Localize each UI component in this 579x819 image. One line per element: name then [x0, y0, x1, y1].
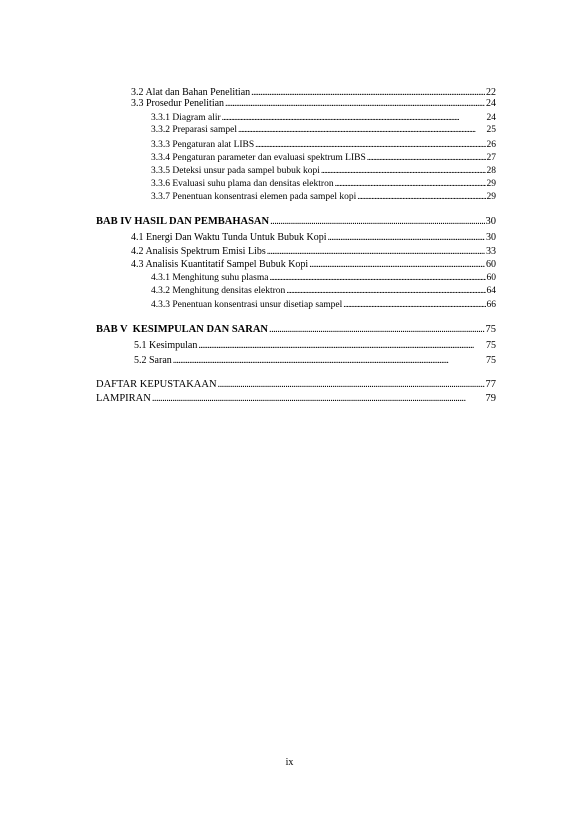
- toc-entry[interactable]: [151, 123, 496, 135]
- toc-entry-label: LAMPIRAN: [96, 392, 151, 404]
- toc-entry-page: 77: [485, 378, 496, 390]
- toc-entry-page: 24: [486, 112, 496, 123]
- toc-leader-dots: [267, 247, 485, 257]
- toc-entry-label: 5.2 Saran: [134, 355, 172, 366]
- toc-leader-dots: [269, 274, 485, 284]
- toc-entry-label: 4.2 Analisis Spektrum Emisi Libs: [131, 246, 266, 257]
- toc-entry-label: 4.3.2 Menghitung densitas elektron: [151, 285, 286, 296]
- toc-leader-dots: [255, 141, 485, 151]
- toc-entry-label: 3.3.5 Deteksi unsur pada sampel bubuk kopi: [151, 165, 320, 176]
- toc-chapter-entry[interactable]: [96, 214, 496, 227]
- toc-entry-page: 66: [486, 299, 496, 310]
- toc-leader-dots: [225, 99, 485, 109]
- toc-entry-label: 4.3.3 Penentuan konsentrasi unsur disetiap sampel: [151, 299, 343, 310]
- toc-entry-page: 75: [485, 323, 496, 335]
- toc-leader-dots: [152, 394, 485, 405]
- toc-entry-page: 33: [486, 246, 496, 257]
- toc-entry-label: 4.1 Energi Dan Waktu Tunda Untuk Bubuk Kopi: [131, 232, 327, 243]
- toc-chapter-label: BAB V KESIMPULAN DAN SARAN: [96, 323, 269, 335]
- toc-entry[interactable]: [151, 111, 496, 123]
- toc-entry-page: 29: [486, 178, 496, 189]
- toc-leader-dots: [328, 233, 486, 243]
- toc-entry-label: 3.3.6 Evaluasi suhu plama dan densitas elektron: [151, 178, 334, 189]
- toc-chapter-entry[interactable]: [96, 322, 496, 335]
- toc-entry-label: 5.1 Kesimpulan: [134, 340, 198, 351]
- toc-entry[interactable]: [131, 231, 496, 243]
- toc-entry[interactable]: [96, 377, 496, 390]
- toc-entry-label: 3.3.1 Diagram alir: [151, 112, 221, 123]
- toc-leader-dots: [309, 260, 485, 270]
- toc-entry-label: 3.2 Alat dan Bahan Penelitian: [131, 87, 251, 98]
- toc-leader-dots: [357, 193, 485, 203]
- toc-entry[interactable]: [131, 97, 496, 109]
- page-number: ix: [285, 757, 294, 768]
- toc-leader-dots: [218, 380, 485, 391]
- toc-entry-page: 79: [485, 392, 496, 404]
- toc-leader-dots: [335, 180, 486, 190]
- toc-entry-page: 25: [486, 124, 496, 135]
- toc-entry[interactable]: [151, 271, 496, 283]
- toc-leader-dots: [343, 301, 485, 311]
- toc-entry[interactable]: [151, 138, 496, 150]
- toc-entry-page: 26: [486, 139, 496, 150]
- toc-entry[interactable]: [96, 391, 496, 404]
- toc-entry-label: 3.3 Prosedur Penelitian: [131, 98, 225, 109]
- toc-entry[interactable]: [151, 151, 496, 163]
- toc-leader-dots: [270, 217, 484, 228]
- toc-entry-page: 30: [485, 215, 496, 227]
- toc-entry-page: 75: [486, 355, 496, 366]
- toc-entry-page: 24: [486, 98, 496, 109]
- toc-entry-label: 3.3.7 Penentuan konsentrasi elemen pada sampel kopi: [151, 191, 357, 202]
- toc-entry-label: 3.3.3 Pengaturan alat LIBS: [151, 139, 255, 150]
- toc-entry-label: 4.3.1 Menghitung suhu plasma: [151, 272, 269, 283]
- toc-leader-dots: [286, 287, 485, 297]
- toc-entry-label: DAFTAR KEPUSTAKAAN: [96, 378, 217, 390]
- toc-entry-page: 30: [486, 232, 496, 243]
- toc-entry-page: 29: [486, 191, 496, 202]
- toc-entry-page: 64: [486, 285, 496, 296]
- toc-entry[interactable]: [151, 298, 496, 310]
- toc-entry-label: 4.3 Analisis Kuantitatif Sampel Bubuk Kopi: [131, 259, 309, 270]
- toc-leader-dots: [238, 126, 485, 136]
- toc-entry[interactable]: [134, 354, 496, 366]
- toc-leader-dots: [198, 341, 485, 351]
- toc-entry-page: 75: [486, 340, 496, 351]
- toc-entry[interactable]: [151, 164, 496, 176]
- toc-leader-dots: [173, 356, 485, 366]
- toc-leader-dots: [367, 154, 486, 164]
- toc-chapter-label: BAB IV HASIL DAN PEMBAHASAN: [96, 215, 270, 227]
- toc-entry-page: 28: [486, 165, 496, 176]
- toc-entry[interactable]: [151, 177, 496, 189]
- toc-entry-label: 3.3.2 Preparasi sampel: [151, 124, 238, 135]
- toc-entry[interactable]: [131, 258, 496, 270]
- toc-leader-dots: [321, 167, 486, 177]
- toc-entry-page: 60: [486, 272, 496, 283]
- toc-leader-dots: [222, 114, 486, 124]
- toc-entry[interactable]: [151, 190, 496, 202]
- toc-entry-page: 27: [486, 152, 496, 163]
- toc-entry-label: 3.3.4 Pengaturan parameter dan evaluasi spektrum LIBS: [151, 152, 366, 163]
- toc-entry[interactable]: [151, 284, 496, 296]
- toc-leader-dots: [269, 325, 484, 336]
- toc-entry-page: 22: [486, 87, 496, 98]
- toc-entry[interactable]: [131, 245, 496, 257]
- toc-entry[interactable]: [134, 339, 496, 351]
- toc-entry-page: 60: [486, 259, 496, 270]
